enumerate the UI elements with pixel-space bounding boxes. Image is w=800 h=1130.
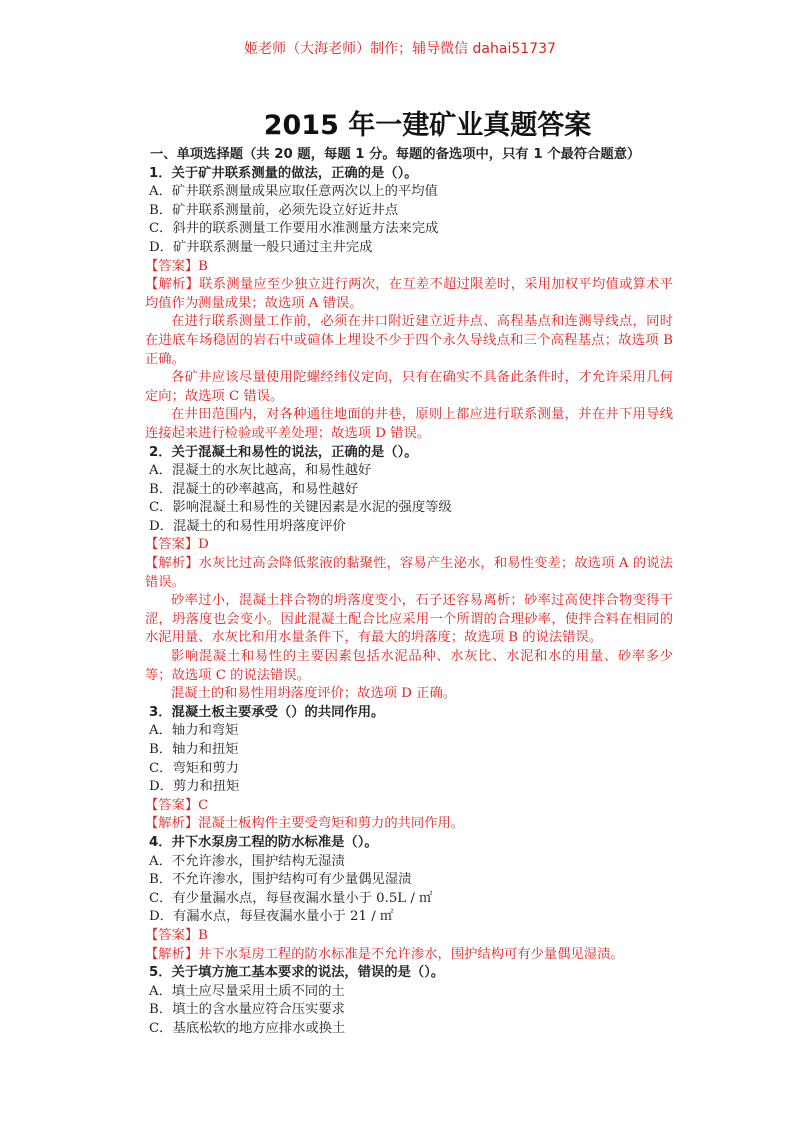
analysis-paragraph: 在井田范围内，对各种通往地面的井巷，原则上都应进行联系测量，并在井下用导线连接起来进行检验或平差处理；故选项 D 错误。: [145, 407, 673, 441]
option-c: C．弯矩和剪力: [149, 760, 239, 776]
analysis-paragraph: 混凝土的和易性用坍落度评价；故选项 D 正确。: [171, 686, 457, 702]
option-b: B．混凝土的砂率越高，和易性越好: [149, 481, 359, 497]
option-d: D．混凝土的和易性用坍落度评价: [149, 518, 346, 534]
question-stem: 3．混凝土板主要承受（）的共同作用。: [149, 704, 385, 720]
document-title: 2015 年一建矿业真题答案: [263, 110, 592, 141]
option-a: A．轴力和弯矩: [149, 723, 239, 739]
option-c: C．基底松软的地方应排水或换土: [149, 1020, 346, 1036]
analysis-paragraph: 【解析】联系测量应至少独立进行两次，在互差不超过限差时，采用加权平均值或算术平均值作为测量成果；故选项 A 错误。: [145, 277, 673, 311]
option-a: A．填土应尽量采用土质不同的土: [149, 983, 345, 999]
question-block: [145, 704, 673, 834]
option-b: B．不允许渗水，围护结构可有少量偶见湿渍: [149, 872, 412, 888]
question-block: [145, 964, 673, 1038]
option-d: D．剪力和扭矩: [149, 779, 240, 795]
analysis-paragraph: 【解析】混凝土板构件主要受弯矩和剪力的共同作用。: [145, 816, 465, 832]
analysis-paragraph: 【解析】井下水泵房工程的防水标准是不允许渗水，围护结构可有少量偶见湿渍。: [145, 946, 624, 962]
option-b: B．填土的含水量应符合压实要求: [149, 1002, 345, 1018]
option-d: D．矿井联系测量一般只通过主井完成: [149, 239, 373, 255]
document-body: [145, 146, 673, 1039]
option-d: D．有漏水点，每昼夜漏水量小于 21 / ㎡: [149, 909, 394, 925]
option-b: B．轴力和扭矩: [149, 742, 239, 757]
analysis-paragraph: 各矿井应该尽量使用陀螺经纬仪定向，只有在确实不具备此条件时，才允许采用几何定向；故选项 C 错误。: [145, 370, 673, 404]
watermark-text: 姬老师（大海老师）制作；辅导微信 dahai51737: [244, 41, 556, 57]
answer-label: 【答案】B: [145, 258, 208, 274]
option-a: A．不允许渗水，围护结构无湿渍: [149, 853, 345, 869]
question-stem: 4．井下水泵房工程的防水标准是（）。: [149, 834, 378, 850]
question-block: [145, 165, 673, 444]
section-header: 一、单项选择题（共 20 题，每题 1 分。每题的备选项中，只有 1 个最符合题意）: [150, 147, 641, 162]
option-a: A．混凝土的水灰比越高，和易性越好: [149, 463, 372, 479]
answer-label: 【答案】D: [145, 537, 209, 553]
question-stem: 5．关于填方施工基本要求的说法，错误的是（）。: [149, 965, 445, 981]
option-c: C．斜井的联系测量工作要用水准测量方法来完成: [149, 221, 439, 237]
option-b: B．矿井联系测量前，必须先设立好近井点: [149, 202, 399, 218]
answer-label: 【答案】B: [145, 927, 208, 943]
question-stem: 1．关于矿井联系测量的做法，正确的是（）。: [149, 165, 418, 181]
analysis-paragraph: 砂率过小，混凝土拌合物的坍落度变小，石子还容易离析；砂率过高使拌合物变得干涩，坍落度也会变小。因此混凝土配合比应采用一个所谓的合理砂率，使拌合料在相同的水泥用量、水灰比和用水量条件下，有最大的坍落度；故选项 B 的说法错误。: [145, 593, 673, 646]
analysis-paragraph: 【解析】水灰比过高会降低浆液的黏聚性，容易产生泌水，和易性变差；故选项 A 的说法错误。: [145, 556, 673, 590]
answer-label: 【答案】C: [145, 797, 209, 813]
analysis-paragraph: 在进行联系测量工作前，必须在井口附近建立近井点、高程基点和连测导线点，同时在进底车场稳固的岩石中或碹体上埋设不少于四个永久导线点和三个高程基点；故选项 B 正确。: [145, 314, 673, 367]
question-block: [145, 444, 673, 704]
analysis-paragraph: 影响混凝土和易性的主要因素包括水泥品种、水灰比、水泥和水的用量、砂率多少等；故选项 C 的说法错误。: [145, 649, 673, 683]
question-stem: 2．关于混凝土和易性的说法，正确的是（）。: [149, 444, 418, 460]
option-a: A．矿井联系测量成果应取任意两次以上的平均值: [149, 184, 438, 200]
question-block: [145, 834, 673, 964]
option-c: C．影响混凝土和易性的关键因素是水泥的强度等级: [149, 500, 452, 516]
option-c: C．有少量漏水点，每昼夜漏水量小于 0.5L / ㎡: [149, 890, 433, 906]
